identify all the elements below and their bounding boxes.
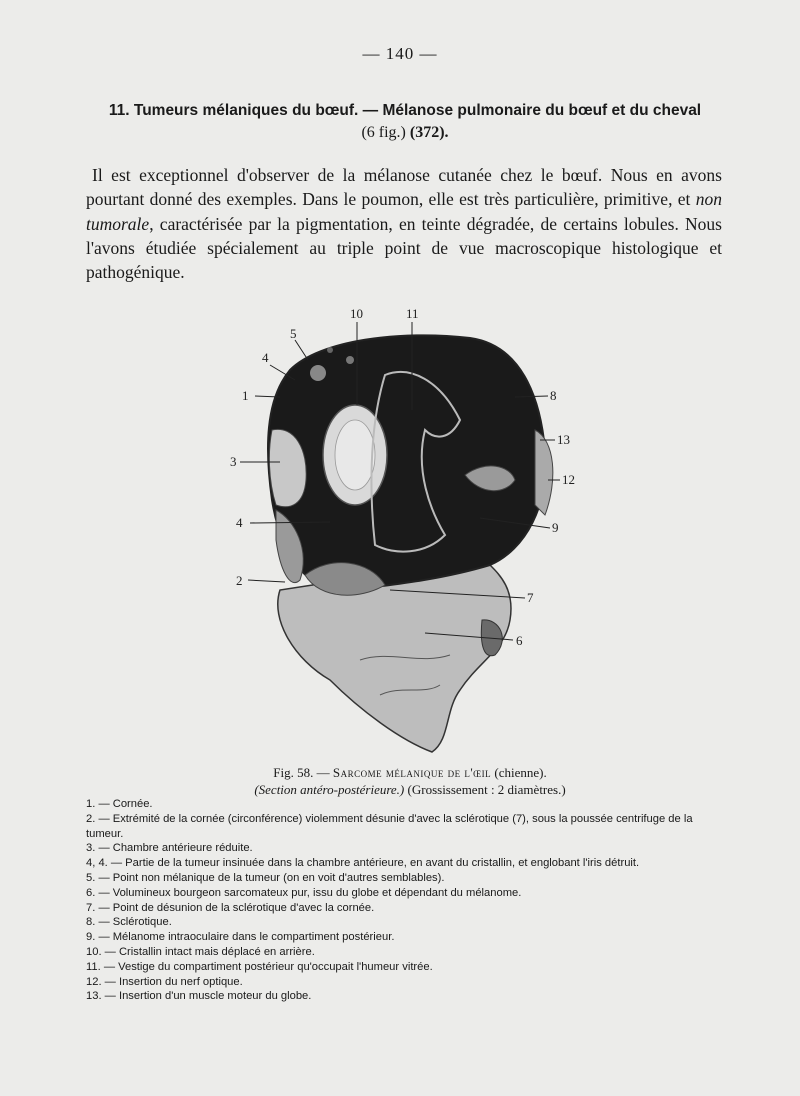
legend-item: 10. — Cristallin intact mais déplacé en arrière. <box>86 945 315 958</box>
section-heading <box>60 100 750 144</box>
caption-title: Sarcome mélanique de l'œil <box>332 765 492 780</box>
figure-legend <box>86 797 732 1004</box>
legend-item: 2. — Extrémité de la cornée (circonférence) violemment désunie d'avec la sclérotique (7), sous la poussée centrifuge de la tumeur. <box>86 812 693 840</box>
legend-item: 13. — Insertion d'un muscle moteur du globe. <box>86 990 312 1003</box>
section-title: 11. Tumeurs mélaniques du bœuf. — Mélanose pulmonaire du bœuf et du cheval <box>108 102 702 119</box>
reference-number: (372). <box>409 124 449 141</box>
eye-section-illustration <box>210 300 600 760</box>
label-9: 9 <box>552 520 559 535</box>
label-6: 6 <box>516 633 523 648</box>
caption-magnification: (Grossissement : 2 diamètres.) <box>404 782 566 797</box>
label-2: 2 <box>236 573 243 588</box>
legend-item: 5. — Point non mélanique de la tumeur (on en voit d'autres semblables). <box>86 871 445 884</box>
legend-item: 9. — Mélanome intraoculaire dans le compartiment postérieur. <box>86 931 395 944</box>
label-10: 10 <box>350 306 363 321</box>
eye-section-drawing <box>210 300 600 760</box>
label-1: 1 <box>242 388 249 403</box>
caption-line-1 <box>100 764 720 781</box>
caption-fig-number: Fig. 58. — <box>273 765 333 780</box>
label-8: 8 <box>550 388 557 403</box>
label-3: 3 <box>230 454 237 469</box>
label-4a: 4 <box>262 350 269 365</box>
caption-section: (Section antéro-postérieure.) <box>254 782 405 797</box>
label-11: 11 <box>406 306 419 321</box>
paragraph-italic: non tumorale <box>86 189 722 234</box>
figure-caption <box>100 764 720 798</box>
label-4b: 4 <box>236 515 243 530</box>
caption-subject: (chienne). <box>491 765 547 780</box>
label-13: 13 <box>557 432 570 447</box>
section-subtitle <box>60 122 750 144</box>
page-number: — 140 — <box>362 44 438 63</box>
legend-item: 11. — Vestige du compartiment postérieur qu'occupait l'humeur vitrée. <box>86 960 433 973</box>
legend-item: 3. — Chambre antérieure réduite. <box>86 842 253 855</box>
paragraph-part2: , caractérisée par la pigmentation, en teinte dégradée, de certains lobules. Nous l'avons étudiée spécialement au triple point de vue macroscopique histologique et pathogénique. <box>86 213 722 283</box>
legend-item: 12. — Insertion du nerf optique. <box>86 975 243 988</box>
legend-item: 6. — Volumineux bourgeon sarcomateux pur, issu du globe et dépendant du mélanome. <box>86 886 522 899</box>
legend-item: 7. — Point de désunion de la sclérotique d'avec la cornée. <box>86 901 375 914</box>
body-paragraph <box>86 163 722 284</box>
label-5: 5 <box>290 326 297 341</box>
legend-item: 8. — Sclérotique. <box>86 916 172 929</box>
label-12: 12 <box>562 472 575 487</box>
legend-item: 4, 4. — Partie de la tumeur insinuée dans la chambre antérieure, en avant du cristallin, et englobant l'iris détruit. <box>86 857 640 870</box>
figure-count: (6 fig.) <box>361 124 406 141</box>
paragraph-part1: Il est exceptionnel d'observer de la mélanose cutanée chez le bœuf. Nous en avons pourtant donné des exemples. Dans le poumon, elle est très particulière, primitive, et <box>86 165 722 210</box>
tumor-outgrowth <box>278 565 511 752</box>
caption-line-2 <box>100 781 720 798</box>
legend-item: 1. — Cornée. <box>86 798 153 810</box>
label-7: 7 <box>527 590 534 605</box>
